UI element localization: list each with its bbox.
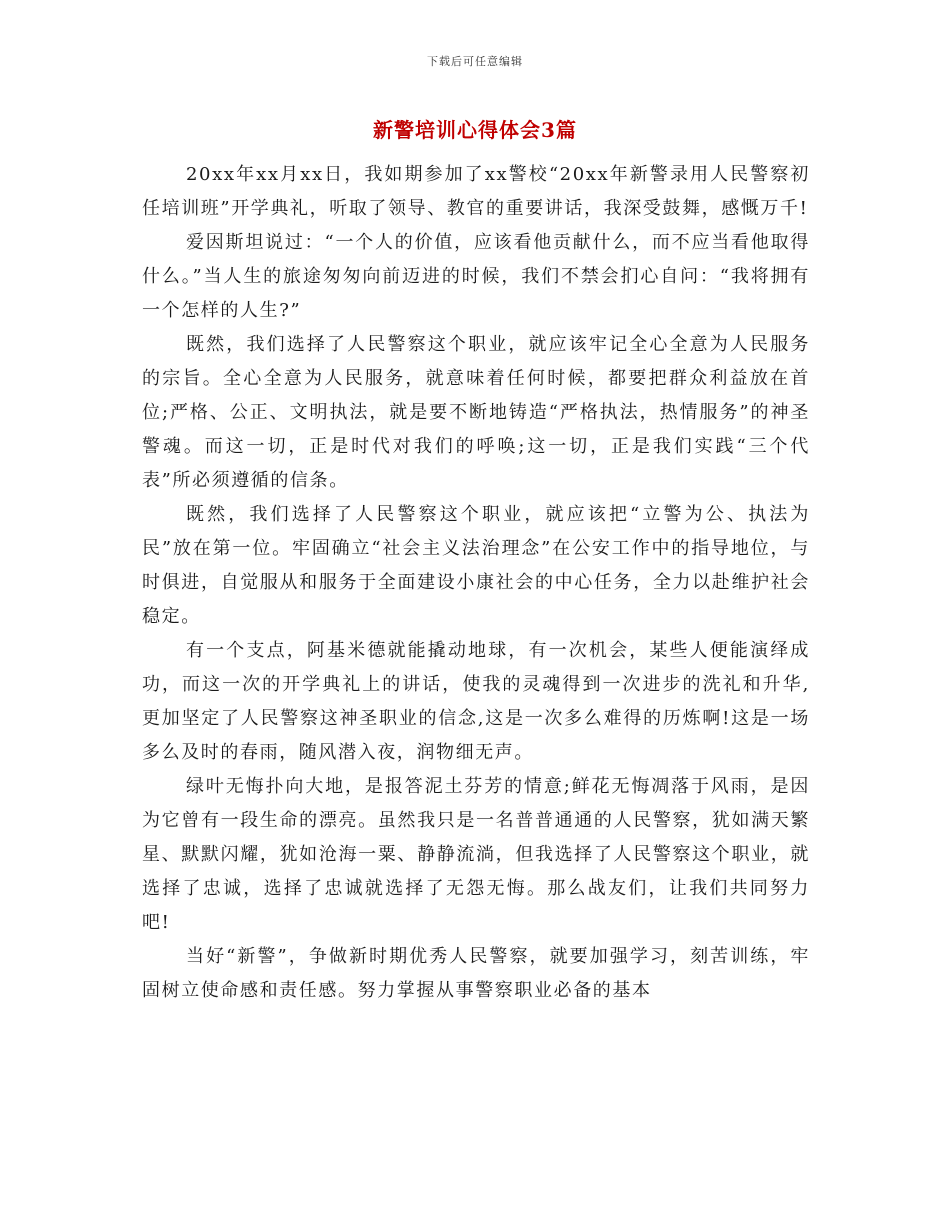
paragraph: 爱因斯坦说过：“一个人的价值，应该看他贡献什么，而不应当看他取得什么。”当人生的旅途匆匆向前迈进的时候，我们不禁会扪心自问：“我将拥有一个怎样的人生?” xyxy=(142,232,810,321)
paragraph: 20xx年xx月xx日，我如期参加了xx警校“20xx年新警录用人民警察初任培训班”开学典礼，听取了领导、教官的重要讲话，我深受鼓舞，感慨万千! xyxy=(142,164,810,219)
header-note: 下载后可任意编辑 xyxy=(427,55,523,68)
paragraph: 既然，我们选择了人民警察这个职业，就应该牢记全心全意为人民服务的宗旨。全心全意为人民服务，就意味着任何时候，都要把群众利益放在首位;严格、公正、文明执法，就是要不断地铸造“严格执法，热情服务”的神圣警魂。而这一切，正是时代对我们的呼唤;这一切，正是我们实践“三个代表”所必须遵循的信条。 xyxy=(142,334,810,491)
paragraph: 有一个支点，阿基米德就能撬动地球，有一次机会，某些人便能演绎成功，而这一次的开学典礼上的讲话，使我的灵魂得到一次进步的洗礼和升华,更加坚定了人民警察这神圣职业的信念,这是一次多么难得的历炼啊!这是一场多么及时的春雨，随风潜入夜，润物细无声。 xyxy=(142,640,810,763)
document-body xyxy=(142,158,810,1008)
document-title: 新警培训心得体会3篇 xyxy=(373,118,577,142)
paragraph: 当好“新警”，争做新时期优秀人民警察，就要加强学习，刻苦训练，牢固树立使命感和责任感。努力掌握从事警察职业必备的基本 xyxy=(142,946,810,1001)
paragraph: 绿叶无悔扑向大地，是报答泥土芬芳的情意;鲜花无悔凋落于风雨，是因为它曾有一段生命的漂亮。虽然我只是一名普普通通的人民警察，犹如满天繁星、默默闪耀，犹如沧海一粟、静静流淌，但我选择了人民警察这个职业，就选择了忠诚，选择了忠诚就选择了无怨无悔。那么战友们，让我们共同努力吧! xyxy=(142,776,810,933)
paragraph: 既然，我们选择了人民警察这个职业，就应该把“立警为公、执法为民”放在第一位。牢固确立“社会主义法治理念”在公安工作中的指导地位，与时俱进，自觉服从和服务于全面建设小康社会的中心任务，全力以赴维护社会稳定。 xyxy=(142,504,810,627)
